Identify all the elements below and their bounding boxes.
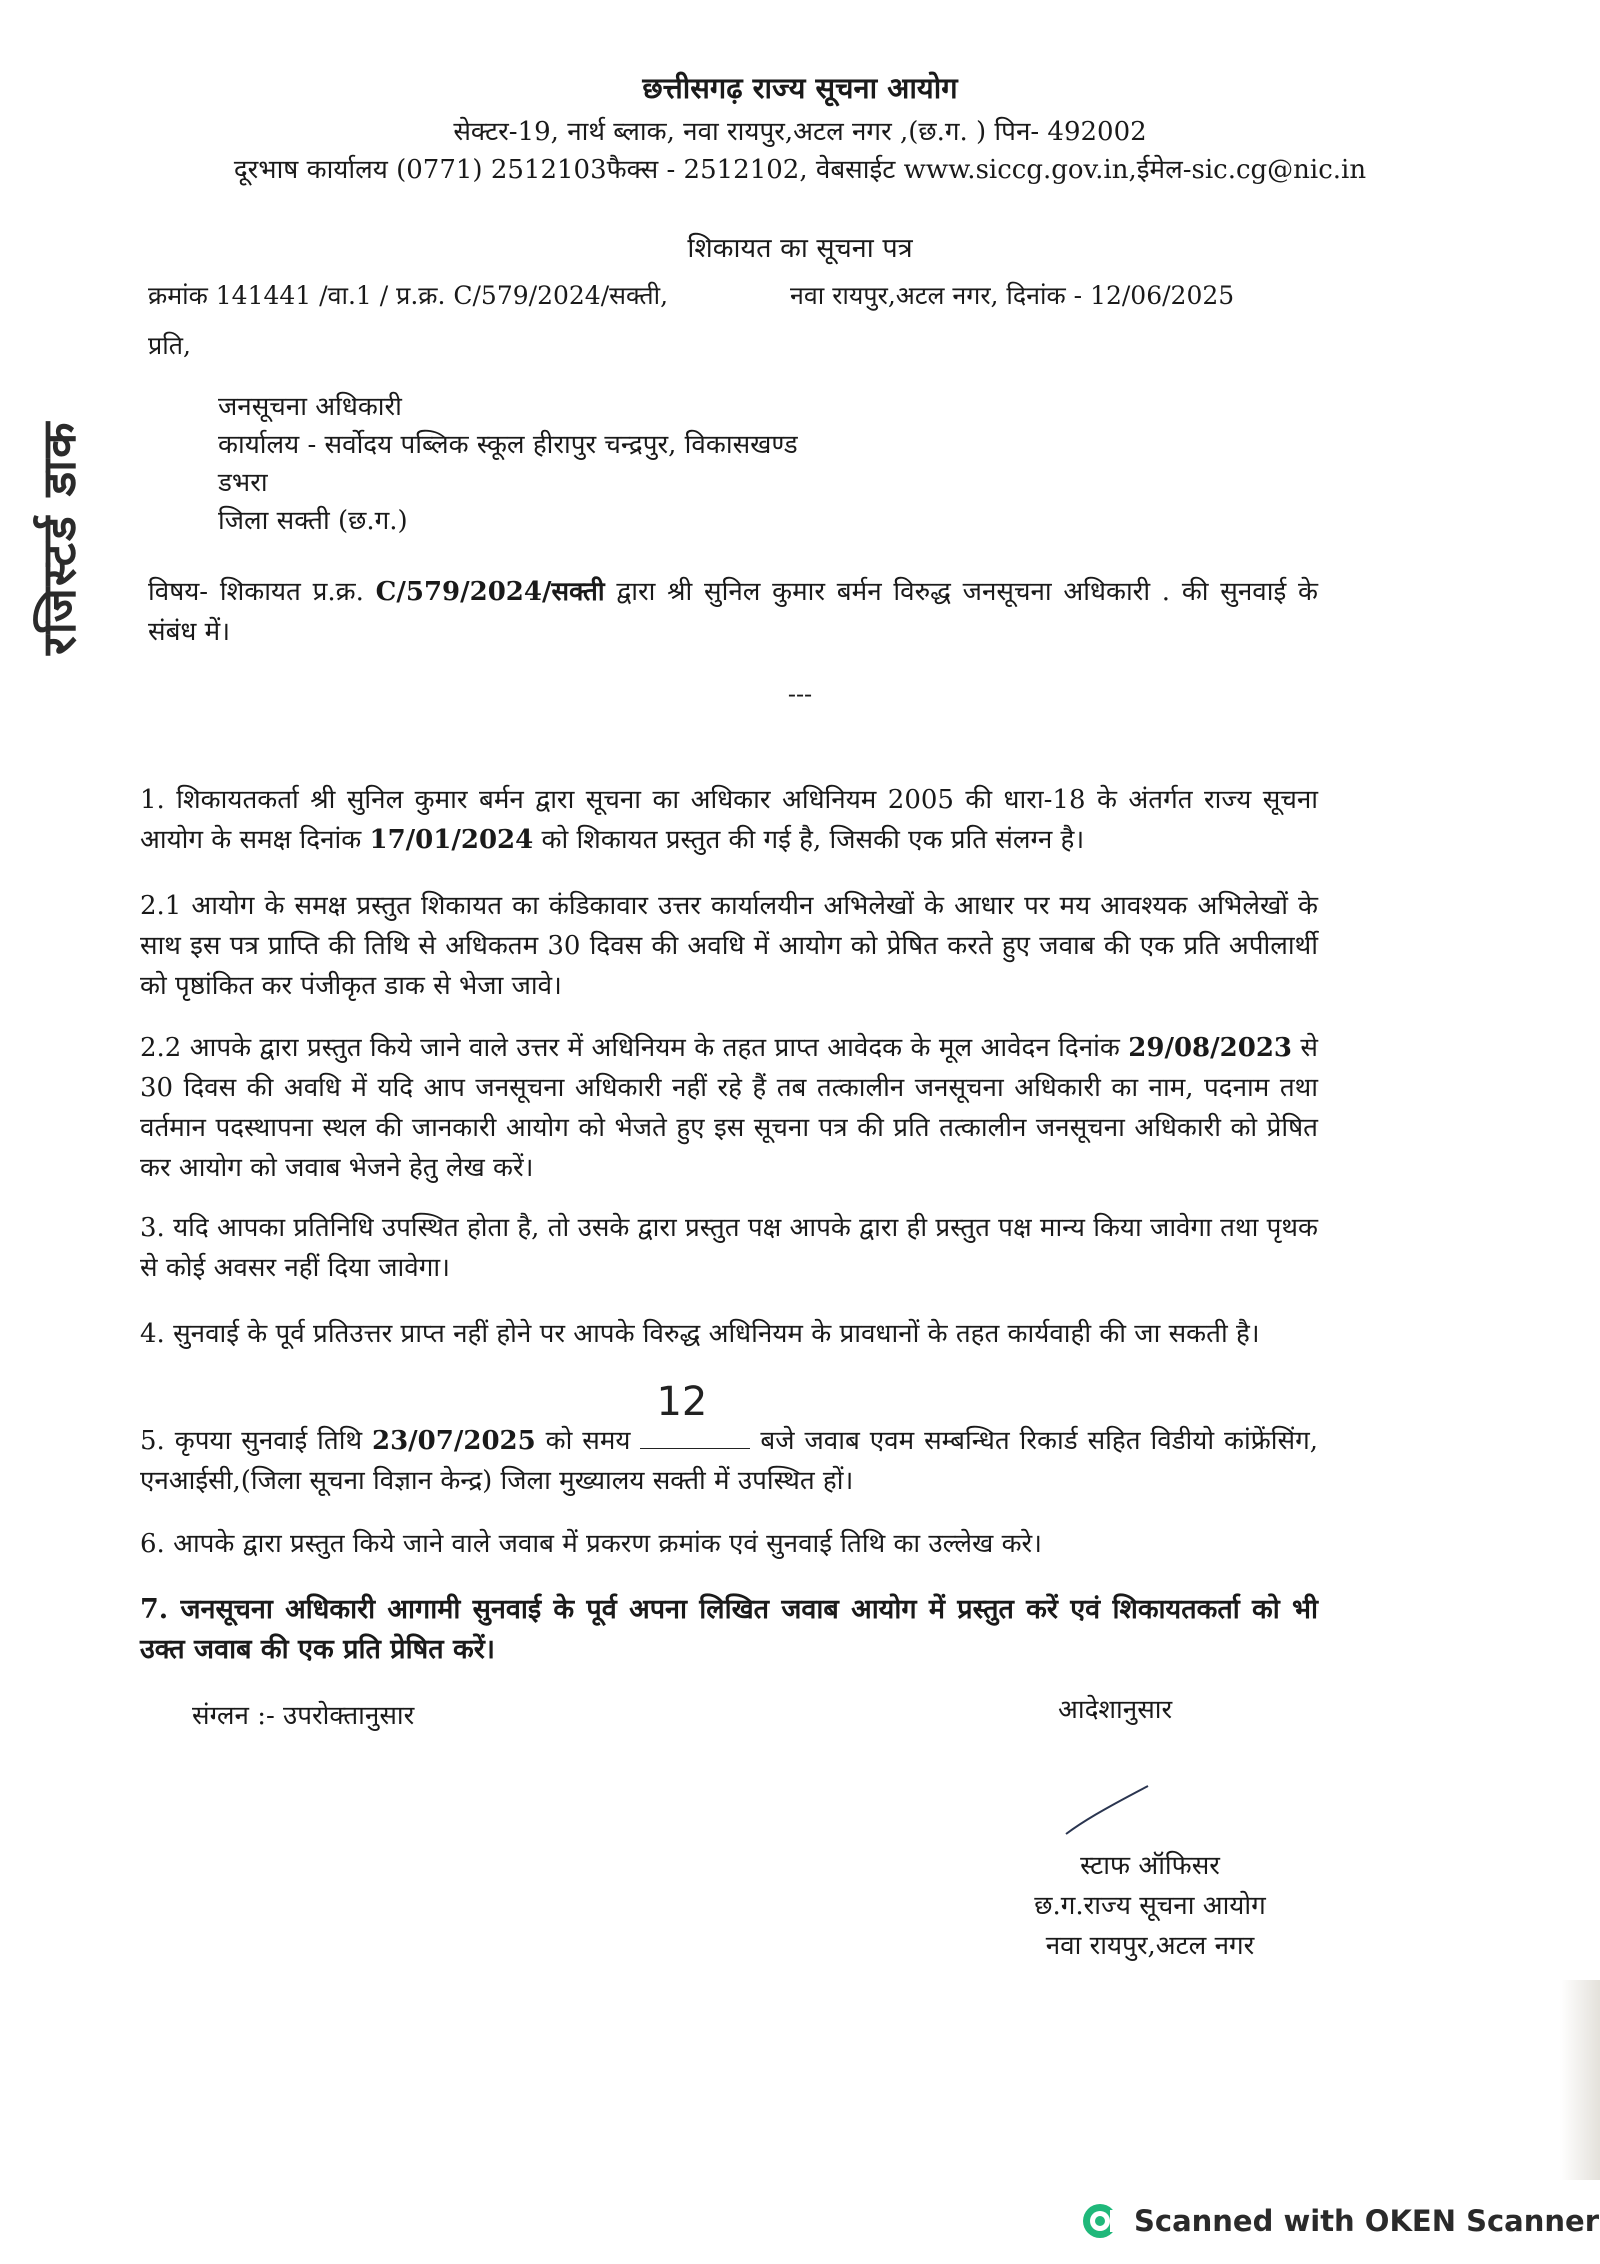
separator: ---: [787, 680, 813, 708]
paragraph-text: को शिकायत प्रस्तुत की गई है, जिसकी एक प्रति संलग्न है।: [533, 825, 1085, 855]
paragraph-text: से 30 दिवस की अवधि में यदि आप जनसूचना अधिकारी नहीं रहे हैं तब तत्कालीन जनसूचना अधिकारी का नाम, पदनाम तथा वर्तमान पदस्थापना स्थल की जानकारी आयोग को भेजते हुए इस सूचना पत्र की प्रति तत्कालीन जनसूचना अधिकारी को प्रेषित कर आयोग को जवाब भेजने हेतु लेख करें।: [140, 1033, 1318, 1183]
paragraph-2-2: [140, 1028, 1318, 1188]
paragraph-5: [140, 1379, 1319, 1501]
signatory-location: नवा रायपुर,अटल नगर: [1045, 1931, 1255, 1961]
reference-number: क्रमांक 141441 /वा.1 / प्र.क्र. C/579/2024/सक्ती,: [148, 281, 669, 310]
handwritten-time: 12: [656, 1379, 708, 1425]
paragraph-7: 7. जनसूचना अधिकारी आगामी सुनवाई के पूर्व अपना लिखित जवाब आयोग में प्रस्तुत करें एवं शिकायतकर्ता को भी उक्त जवाब की एक प्रति प्रेषित करें।: [140, 1594, 1318, 1665]
recipient-line: कार्यालय - सर्वोदय पब्लिक स्कूल हीरापुर चन्द्रपुर, विकासखण्ड: [218, 430, 798, 460]
paragraph-1: [140, 780, 1318, 860]
paragraph-6: 6. आपके द्वारा प्रस्तुत किये जाने वाले जवाब में प्रकरण क्रमांक एवं सुनवाई तिथि का उल्लेख करे।: [140, 1529, 1043, 1559]
paragraph-text: को समय: [535, 1426, 641, 1456]
org-contact: दूरभाष कार्यालय (0771) 2512103फैक्स - 2512102, वेबसाईट www.siccg.gov.in,ईमेल-sic.cg@nic.in: [233, 155, 1367, 185]
recipient-address: [218, 388, 798, 540]
subject-line: [148, 572, 1318, 652]
paragraph-4: 4. सुनवाई के पूर्व प्रतिउत्तर प्राप्त नहीं होने पर आपके विरुद्ध अधिनियम के प्रावधानों के तहत कार्यवाही की जा सकती है।: [140, 1319, 1260, 1349]
subject-prefix: विषय- शिकायत प्र.क्र.: [148, 577, 376, 607]
paragraph-text: बजे जवाब एवम सम्बन्धित रिकार्ड सहित विडीयो कांफ्रेंसिंग, एनआईसी,(जिला सूचना विज्ञान केन्द्र) जिला मुख्यालय सक्ती में उपस्थित हों।: [140, 1426, 1319, 1496]
recipient-line: डभरा: [218, 468, 268, 498]
paragraph-3: 3. यदि आपका प्रतिनिधि उपस्थित होता है, तो उसके द्वारा प्रस्तुत पक्ष आपके द्वारा ही प्रस्तुत पक्ष मान्य किया जावेगा तथा पृथक से कोई अवसर नहीं दिया जावेगा।: [140, 1213, 1318, 1283]
to-label: प्रति,: [148, 331, 191, 360]
scanner-watermark: [1080, 2200, 1599, 2242]
paragraph-text: 2.2 आपके द्वारा प्रस्तुत किये जाने वाले उत्तर में अधिनियम के तहत प्राप्त आवेदक के मूल आवेदन दिनांक: [140, 1033, 1129, 1063]
org-name: छत्तीसगढ़ राज्य सूचना आयोग: [642, 71, 958, 105]
hearing-time-blank: [640, 1379, 750, 1449]
paragraph-text: 1. शिकायतकर्ता श्री सुनिल कुमार बर्मन द्वारा सूचना का अधिकार अधिनियम 2005 की धारा-18 के अंतर्गत राज्य सूचना आयोग के समक्ष दिनांक: [140, 785, 1318, 855]
place-date: नवा रायपुर,अटल नगर, दिनांक - 12/06/2025: [790, 281, 1235, 310]
complaint-date: 17/01/2024: [369, 825, 534, 855]
signatory-designation: स्टाफ ऑफिसर: [1080, 1851, 1220, 1881]
paragraph-text: 5. कृपया सुनवाई तिथि: [140, 1426, 372, 1456]
page-edge-shadow: [1560, 1980, 1600, 2180]
subject-case-number: C/579/2024/सक्ती: [375, 577, 605, 607]
subject-rest: द्वारा श्री सुनिल कुमार बर्मन विरुद्ध जनसूचना अधिकारी . की सुनवाई के संबंध में।: [148, 577, 1318, 647]
signatory-block: [900, 1846, 1400, 1966]
signature-icon: [1062, 1780, 1152, 1840]
recipient-line: जनसूचना अधिकारी: [218, 392, 402, 422]
scanner-watermark-text: Scanned with OKEN Scanner: [1134, 2204, 1600, 2238]
by-order: आदेशानुसार: [1058, 1695, 1173, 1725]
application-date: 29/08/2023: [1128, 1033, 1292, 1063]
hearing-date: 23/07/2025: [372, 1426, 536, 1456]
oken-scanner-logo-icon: [1080, 2200, 1122, 2242]
signatory-office: छ.ग.राज्य सूचना आयोग: [1034, 1891, 1266, 1921]
recipient-line: जिला सक्ती (छ.ग.): [218, 506, 408, 536]
org-address: सेक्टर-19, नार्थ ब्लाक, नवा रायपुर,अटल नगर ,(छ.ग. ) पिन- 492002: [453, 117, 1147, 147]
document-title: शिकायत का सूचना पत्र: [687, 233, 913, 264]
registered-post-stamp: रजिस्टर्ड डाक: [32, 420, 86, 655]
enclosure-note: संग्लन :- उपरोक्तानुसार: [192, 1701, 415, 1731]
paragraph-2-1: 2.1 आयोग के समक्ष प्रस्तुत शिकायत का कंडिकावार उत्तर कार्यालयीन अभिलेखों के आधार पर मय आवश्यक अभिलेखों के साथ इस पत्र प्राप्ति की तिथि से अधिकतम 30 दिवस की अवधि में आयोग को प्रेषित करते हुए जवाब की एक प्रति अपीलार्थी को पृष्ठांकित कर पंजीकृत डाक से भेजा जावे।: [140, 891, 1318, 1001]
